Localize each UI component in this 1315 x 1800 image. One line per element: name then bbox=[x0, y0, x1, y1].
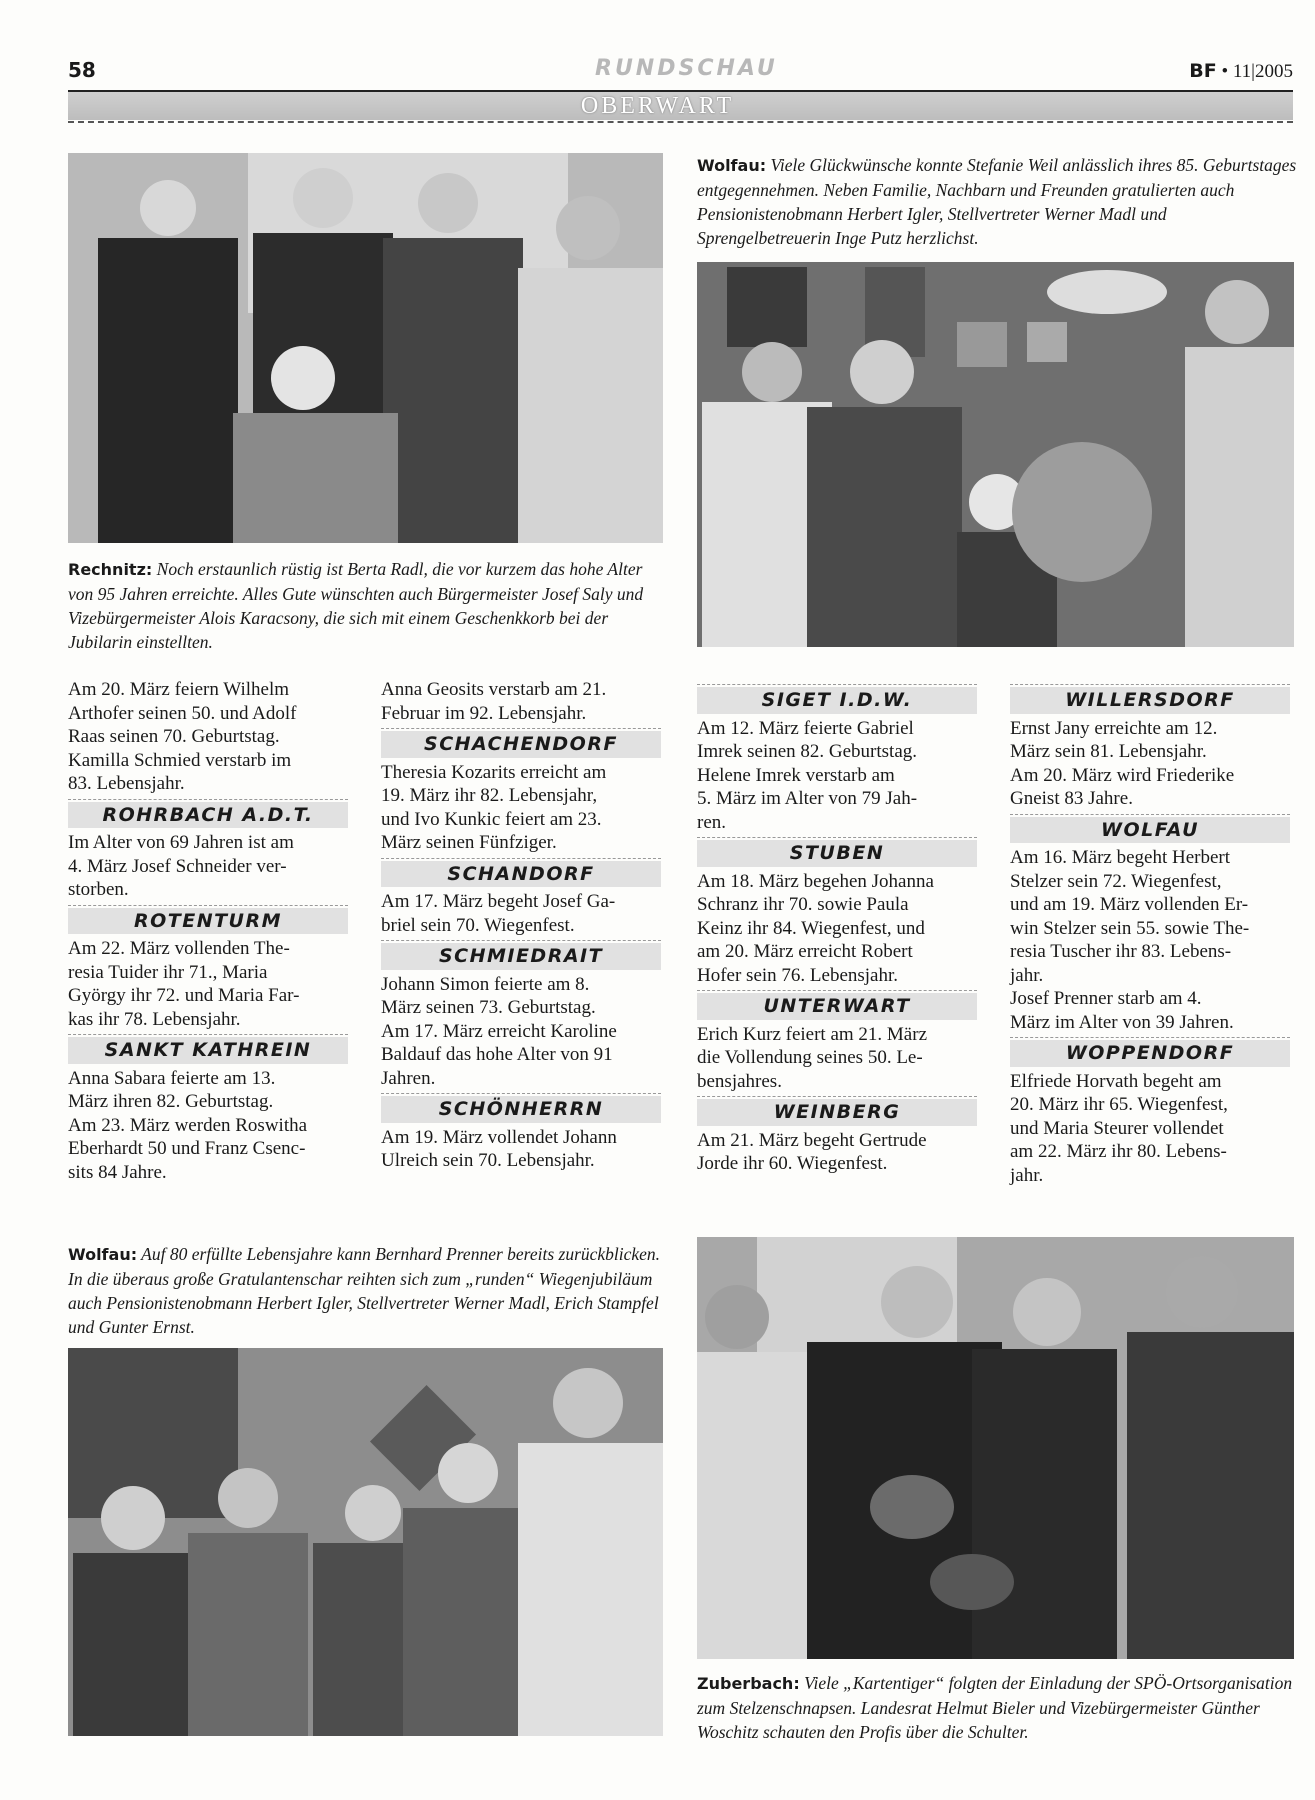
locality-header bbox=[697, 684, 977, 714]
caption-zuberbach bbox=[697, 1671, 1297, 1744]
header-dashed-divider bbox=[68, 121, 1293, 123]
locality-title: ROTENTURM bbox=[68, 908, 348, 935]
news-item-text: Am 20. März feiern Wilhelm Arthofer seinen 50. und Adolf Raas seinen 70. Geburtstag. Kamilla Schmied verstarb im 83. Lebensjahr. bbox=[68, 679, 297, 794]
locality-header bbox=[697, 1096, 977, 1126]
locality-title: WOPPENDORF bbox=[1010, 1040, 1290, 1067]
locality-header bbox=[697, 990, 977, 1020]
news-item-text: Am 22. März vollenden The- resia Tuider ihr 71., Maria György ihr 72. und Maria Far- kas ihr 78. Lebensjahr. bbox=[68, 938, 300, 1030]
locality-title: UNTERWART bbox=[697, 993, 977, 1020]
issue-info: BF • 11|2005 bbox=[1189, 60, 1293, 82]
caption-wolfau-prenner bbox=[68, 1242, 668, 1339]
news-column-1 bbox=[68, 678, 348, 1184]
locality-header bbox=[381, 728, 661, 758]
caption-text: Noch erstaunlich rüstig ist Berta Radl, die vor kurzem das hohe Alter von 95 Jahren erreichte. Alles Gute wünschten auch Bürgermeister Josef Saly und Vizebürgermeister Alois Karacsony, die sich mit einem Geschenkkorb bei der Jubilarin einstellten. bbox=[68, 559, 644, 652]
caption-text: Auf 80 erfüllte Lebensjahre kann Bernhard Prenner bereits zurückblicken. In die überaus große Gratulantenschar reihten sich zum „runden“ Wiegenjubiläum auch Pensionistenobmann Herbert Igler, Stellvertreter Werner Madl, Erich Stampfel und Gunter Ernst. bbox=[68, 1244, 661, 1337]
caption-text: Viele „Kartentiger“ folgten der Einladung der SPÖ-Ortsorganisation zum Stelzenschnapsen. Landesrat Helmut Bieler und Vizebürgermeister Günther Woschitz schauten den Profis über die Schulter. bbox=[697, 1673, 1293, 1742]
news-column-3 bbox=[697, 684, 977, 1176]
news-item-text: Johann Simon feierte am 8. März seinen 73. Geburtstag. Am 17. März erreicht Karoline Baldauf das hohe Alter von 91 Jahren. bbox=[381, 973, 617, 1089]
news-column-2 bbox=[381, 678, 661, 1173]
locality-title: SCHANDORF bbox=[381, 861, 661, 888]
news-item-text: Im Alter von 69 Jahren ist am 4. März Josef Schneider ver- storben. bbox=[68, 832, 294, 900]
news-item-text: Am 21. März begeht Gertrude Jorde ihr 60. Wiegenfest. bbox=[697, 1129, 927, 1174]
news-item-text: Ernst Jany erreichte am 12. März sein 81. Lebensjahr. Am 20. März wird Friederike Gneist 83 Jahre. bbox=[1010, 717, 1235, 809]
magazine-title: RUNDSCHAU bbox=[595, 56, 778, 81]
locality-title: SCHÖNHERRN bbox=[381, 1096, 661, 1123]
news-item-text: Am 18. März begehen Johanna Schranz ihr 70. sowie Paula Keinz ihr 84. Wiegenfest, und am 20. März erreicht Robert Hofer sein 76. Lebensjahr. bbox=[697, 870, 934, 986]
news-item-text: Am 16. März begeht Herbert Stelzer sein 72. Wiegenfest, und am 19. März vollenden Er- win Stelzer sein 55. sowie The- resia Tuscher ihr 83. Lebens- jahr. Josef Prenner starb am 4. März im Alter von 39 Jahren. bbox=[1010, 847, 1250, 1033]
locality-header bbox=[381, 940, 661, 970]
brand-label: BF bbox=[1189, 60, 1217, 82]
news-item-text: Am 19. März vollendet Johann Ulreich sein 70. Lebensjahr. bbox=[381, 1126, 617, 1171]
section-title: OBERWART bbox=[580, 93, 735, 119]
locality-header bbox=[697, 837, 977, 867]
caption-rechnitz bbox=[68, 557, 668, 654]
news-item-text: Anna Sabara feierte am 13. März ihren 82. Geburtstag. Am 23. März werden Roswitha Eberhardt 50 und Franz Csenc- sits 84 Jahre. bbox=[68, 1067, 308, 1183]
locality-title: ROHRBACH A.D.T. bbox=[68, 802, 348, 829]
news-item-text: Theresia Kozarits erreicht am 19. März ihr 82. Lebensjahr, und Ivo Kunkic feiert am 23. März seinen Fünfziger. bbox=[381, 761, 607, 853]
news-item-text: Anna Geosits verstarb am 21. Februar im 92. Lebensjahr. bbox=[381, 679, 607, 724]
caption-place: Wolfau: bbox=[697, 156, 767, 175]
locality-title: SANKT KATHREIN bbox=[68, 1037, 348, 1064]
caption-wolfau-weil bbox=[697, 153, 1297, 250]
locality-header bbox=[381, 858, 661, 888]
caption-place: Rechnitz: bbox=[68, 560, 153, 579]
caption-place: Zuberbach: bbox=[697, 1674, 800, 1693]
locality-title: SIGET I.D.W. bbox=[697, 687, 977, 714]
photo-wolfau-prenner bbox=[68, 1348, 663, 1736]
locality-header bbox=[68, 1034, 348, 1064]
locality-title: SCHMIEDRAIT bbox=[381, 943, 661, 970]
news-item-text: Erich Kurz feiert am 21. März die Vollendung seines 50. Le- bensjahres. bbox=[697, 1023, 928, 1092]
locality-header bbox=[68, 799, 348, 829]
photo-rechnitz bbox=[68, 153, 663, 543]
photo-zuberbach bbox=[697, 1237, 1294, 1659]
page-number: 58 bbox=[68, 58, 96, 82]
news-item-text: Elfriede Horvath begeht am 20. März ihr 65. Wiegenfest, und Maria Steurer vollendet am 22. März ihr 80. Lebens- jahr. bbox=[1010, 1070, 1228, 1186]
locality-title: SCHACHENDORF bbox=[381, 731, 661, 758]
locality-header bbox=[381, 1093, 661, 1123]
caption-place: Wolfau: bbox=[68, 1245, 138, 1264]
locality-title: WOLFAU bbox=[1010, 817, 1290, 844]
news-item-text: Am 17. März begeht Josef Ga- briel sein 70. Wiegenfest. bbox=[381, 891, 616, 936]
locality-title: STUBEN bbox=[697, 840, 977, 867]
locality-title: WEINBERG bbox=[697, 1099, 977, 1126]
locality-header bbox=[1010, 814, 1290, 844]
locality-header bbox=[1010, 1037, 1290, 1067]
locality-header bbox=[68, 905, 348, 935]
news-item-text: Am 12. März feierte Gabriel Imrek seinen 82. Geburtstag. Helene Imrek verstarb am 5. März im Alter von 79 Jah- ren. bbox=[697, 717, 918, 833]
locality-header bbox=[1010, 684, 1290, 714]
photo-wolfau-weil bbox=[697, 262, 1294, 647]
news-column-4 bbox=[1010, 684, 1290, 1187]
issue-number: 11|2005 bbox=[1232, 61, 1293, 82]
locality-title: WILLERSDORF bbox=[1010, 687, 1290, 714]
caption-text: Viele Glückwünsche konnte Stefanie Weil anlässlich ihres 85. Geburtstages entgegennehmen. Neben Familie, Nachbarn und Freunden gratulierten auch Pensionistenobmann Herbert Igler, Stellvertreter Werner Madl und Sprengelbetreuerin Inge Putz herzlichst. bbox=[697, 155, 1297, 248]
